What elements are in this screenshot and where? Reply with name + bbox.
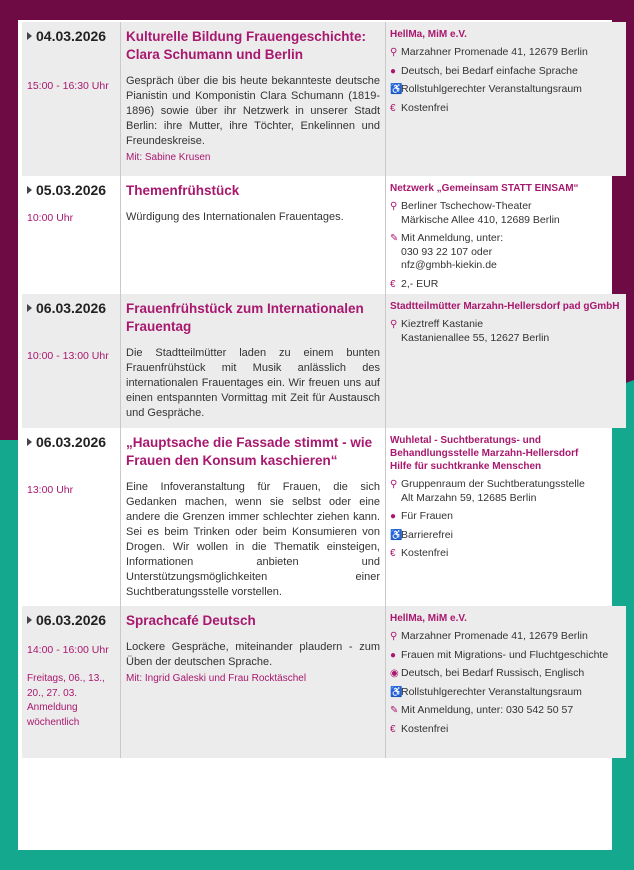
event-organizer: HellMa, MiM e.V. [390, 613, 467, 624]
event-row [22, 176, 626, 294]
person-icon: ● [390, 65, 397, 77]
event-time: 15:00 - 16:30 Uhr [27, 80, 109, 92]
event-time: 10:00 - 13:00 Uhr [27, 350, 109, 362]
info-text: Kieztreff Kastanie Kastanienallee 55, 12627 Berlin [401, 318, 550, 344]
wheelchair-icon: ♿ [390, 84, 403, 95]
info-item [390, 102, 626, 116]
info-text: Berliner Tschechow-Theater Märkische Allee 410, 12689 Berlin [401, 200, 560, 226]
event-main-column [121, 428, 386, 606]
pencil-icon: ✎ [390, 233, 399, 244]
event-date [27, 182, 120, 198]
event-info-column [386, 428, 626, 606]
triangle-icon [27, 438, 32, 446]
event-description: Die Stadtteilmütter laden zu einem bunten Frauenfrühstück mit Musik anlässlich des internationalen Frauentages ein. Wir freuen uns auf einen entspannten Vormittag mit Zeit für Austausch und Gespräche. [126, 347, 380, 419]
info-item [390, 46, 626, 60]
euro-icon: € [390, 278, 396, 290]
location-icon: ⚲ [390, 201, 398, 212]
info-text: Marzahner Promenade 41, 12679 Berlin [401, 630, 588, 642]
info-item [390, 232, 626, 273]
event-description: Gespräch über die bis heute bekannteste deutsche Pianistin und Komponistin Clara Schumann (1819-1896) sowie über ihr Netzwerk in unserer Stadt Berlin: ihre Mutter, ihre Töchter, Enkelinnen und Freundeskreise. [126, 75, 380, 147]
event-info-column [386, 294, 626, 428]
event-row [22, 22, 626, 176]
info-item [390, 529, 626, 543]
info-text: Marzahner Promenade 41, 12679 Berlin [401, 46, 588, 58]
event-date [27, 434, 120, 450]
event-date-text: 05.03.2026 [36, 182, 107, 198]
info-text: Barrierefrei [401, 528, 453, 541]
event-time: 13:00 Uhr [27, 484, 74, 496]
info-item [390, 278, 626, 292]
info-text: Mit Anmeldung, unter: 030 542 50 57 [401, 704, 574, 716]
event-with: Mit: Sabine Krusen [126, 152, 211, 163]
info-text: Deutsch, bei Bedarf einfache Sprache [401, 64, 578, 77]
event-schedule-note: Freitags, 06., 13., 20., 27. 03. Anmeldung wöchentlich [27, 673, 105, 728]
info-text: Kostenfrei [401, 547, 449, 559]
event-row [22, 606, 626, 758]
triangle-icon [27, 186, 32, 194]
info-item [390, 667, 626, 681]
event-organizer: Stadtteilmütter Marzahn-Hellersdorf pad gGmbH [390, 301, 620, 312]
event-main-column [121, 176, 386, 294]
info-text: Für Frauen [401, 510, 453, 522]
event-date-column [22, 606, 121, 758]
info-item [390, 318, 626, 345]
location-icon: ⚲ [390, 319, 398, 330]
wheelchair-icon: ♿ [390, 686, 403, 698]
info-text: Kostenfrei [401, 722, 449, 735]
triangle-icon [27, 32, 32, 40]
event-time: 10:00 Uhr [27, 212, 74, 224]
info-item [390, 547, 626, 561]
person-icon: ● [390, 511, 397, 522]
speech-icon: ◉ [390, 668, 399, 679]
event-info-column [386, 606, 626, 758]
location-icon: ⚲ [390, 47, 398, 58]
info-item [390, 200, 626, 227]
info-text: Gruppenraum der Suchtberatungsstelle Alt Marzahn 59, 12685 Berlin [401, 478, 585, 504]
wheelchair-icon: ♿ [390, 529, 403, 541]
event-date-column [22, 176, 121, 294]
info-item [390, 478, 626, 505]
info-item [390, 65, 626, 79]
pencil-icon: ✎ [390, 705, 399, 716]
info-item [390, 510, 626, 524]
event-row [22, 428, 626, 606]
event-info-column [386, 176, 626, 294]
event-main-column [121, 606, 386, 758]
info-text: Mit Anmeldung, unter: 030 93 22 107 oder nfz@gmbh-kiekin.de [401, 232, 504, 271]
euro-icon: € [390, 723, 396, 735]
event-date-text: 06.03.2026 [36, 612, 107, 628]
info-text: Frauen mit Migrations- und Fluchtgeschichte [401, 648, 609, 661]
event-date [27, 612, 120, 628]
euro-icon: € [390, 102, 396, 114]
info-text: 2,- EUR [401, 277, 439, 290]
event-title: Themenfrühstück [126, 183, 240, 198]
info-item [390, 704, 626, 718]
info-text: Rollstuhlgerechter Veranstaltungsraum [401, 685, 582, 698]
person-icon: ● [390, 649, 397, 661]
event-organizer: Wuhletal - Suchtberatungs- und Behandlungsstelle Marzahn-Hellersdorf Hilfe für suchtkranke Menschen [390, 435, 579, 472]
info-item [390, 649, 626, 663]
info-item [390, 630, 626, 644]
event-date-text: 06.03.2026 [36, 300, 107, 316]
event-description: Lockere Gespräche, miteinander plaudern - zum Üben der deutschen Sprache. [126, 641, 380, 668]
event-description: Würdigung des Internationalen Frauentages. [126, 211, 344, 223]
event-time: 14:00 - 16:00 Uhr [27, 644, 109, 656]
info-text: Kostenfrei [401, 101, 449, 114]
event-date-column [22, 428, 121, 606]
event-title: „Hauptsache die Fassade stimmt - wie Frauen den Konsum kaschieren“ [126, 435, 373, 468]
info-item [390, 686, 626, 700]
event-with: Mit: Ingrid Galeski und Frau Rocktäschel [126, 673, 307, 684]
triangle-icon [27, 616, 32, 624]
event-title: Kulturelle Bildung Frauengeschichte: Clara Schumann und Berlin [126, 29, 367, 62]
info-item [390, 723, 626, 737]
event-date-text: 06.03.2026 [36, 434, 107, 450]
event-organizer: Netzwerk „Gemeinsam STATT EINSAM“ [390, 183, 579, 194]
event-date-column [22, 294, 121, 428]
triangle-icon [27, 304, 32, 312]
location-icon: ⚲ [390, 631, 398, 642]
event-date-text: 04.03.2026 [36, 28, 107, 44]
event-row [22, 294, 626, 428]
info-text: Rollstuhlgerechter Veranstaltungsraum [401, 83, 582, 95]
event-info-column [386, 22, 626, 176]
event-date [27, 300, 120, 316]
event-main-column [121, 22, 386, 176]
info-item [390, 83, 626, 97]
event-date-column [22, 22, 121, 176]
event-description: Eine Infoveranstaltung für Frauen, die sich Gedanken machen, wenn sie selbst oder eine andere die Grenzen immer schlechter ziehen kann. Sei es beim Trinken oder beim Konsumieren von Drogen. Wir wollen in die Thematik einsteigen, Informationen anbieten und Unterstützungsmöglichkeiten einer Suchtberatungsstelle vorstellen. [126, 481, 380, 598]
location-icon: ⚲ [390, 479, 398, 490]
info-text: Deutsch, bei Bedarf Russisch, Englisch [401, 667, 585, 679]
euro-icon: € [390, 548, 396, 559]
event-title: Sprachcafé Deutsch [126, 613, 256, 628]
event-title: Frauenfrühstück zum Internationalen Frauentag [126, 301, 364, 334]
event-main-column [121, 294, 386, 428]
event-organizer: HellMa, MiM e.V. [390, 29, 467, 40]
event-date [27, 28, 120, 44]
